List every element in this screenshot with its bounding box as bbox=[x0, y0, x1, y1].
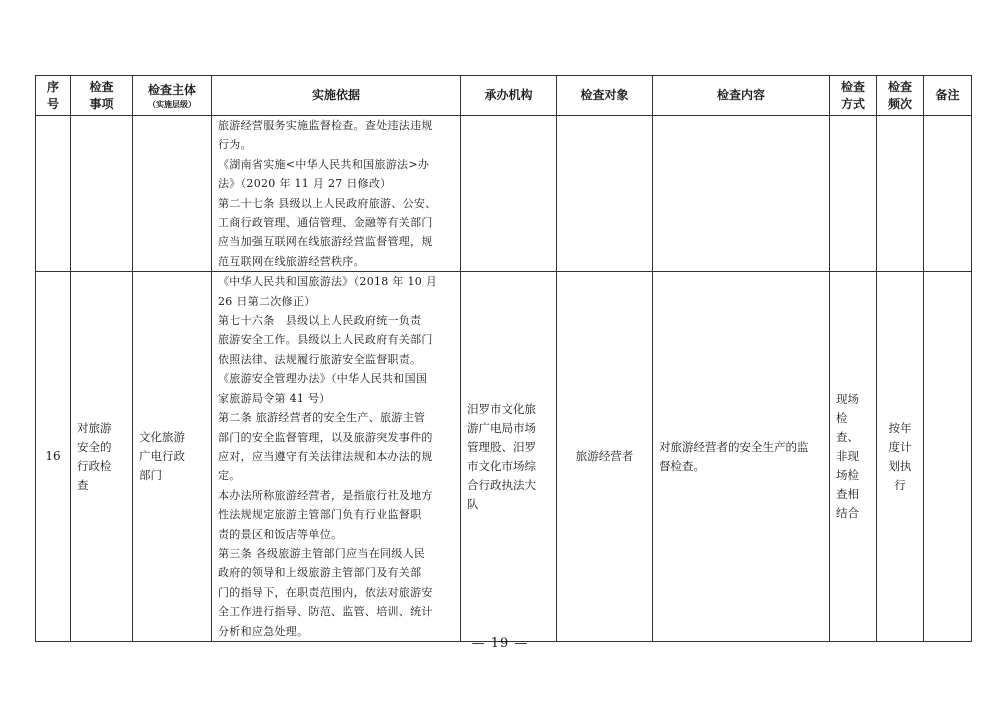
row1-seq-cell bbox=[36, 116, 71, 272]
row1-target-cell bbox=[557, 116, 653, 272]
row2-remark-cell bbox=[924, 272, 972, 642]
page-number: — 19 — bbox=[471, 636, 529, 651]
row2-freq-cell bbox=[877, 272, 924, 642]
header-item bbox=[71, 76, 133, 116]
row1-remark-cell bbox=[924, 116, 972, 272]
inspection-table bbox=[35, 75, 972, 642]
header-method bbox=[830, 76, 877, 116]
row2-item-cell bbox=[71, 272, 133, 642]
row2-basis-line: 《旅游安全管理办法》（中华人民共和国国 bbox=[218, 372, 428, 386]
header-org-text: 承办机构 bbox=[484, 88, 533, 102]
row1-item-cell bbox=[71, 116, 133, 272]
row1-basis-line: 第二十七条 县级以上人民政府旅游、公安、 bbox=[218, 196, 437, 210]
header-content-text: 检查内容 bbox=[716, 88, 765, 102]
row2-basis-line: 分析和应急处理。 bbox=[218, 624, 309, 638]
header-basis bbox=[212, 76, 461, 116]
table-row bbox=[36, 272, 972, 642]
header-row bbox=[36, 76, 972, 116]
header-org bbox=[461, 76, 557, 116]
header-target bbox=[557, 76, 653, 116]
row2-basis-line: 政府的领导和上级旅游主管部门及有关部 bbox=[218, 566, 422, 580]
row1-basis-line: 应当加强互联网在线旅游经营监督管理，规 bbox=[218, 235, 433, 249]
header-remark-text: 备注 bbox=[935, 88, 960, 102]
row2-basis-line: 全工作进行指导、防范、监管、培训、统计 bbox=[218, 605, 433, 619]
row2-target: 旅游经营者 bbox=[575, 449, 634, 464]
header-basis-text: 实施依据 bbox=[311, 88, 360, 102]
header-seq bbox=[36, 76, 71, 116]
header-subject bbox=[133, 76, 212, 116]
row2-basis-cell bbox=[212, 272, 461, 642]
row1-basis-line: 法》（2020 年 11 月 27 日修改） bbox=[218, 177, 392, 191]
header-subject-text: 检查主体 bbox=[147, 82, 196, 97]
row2-basis-line: 第三条 各级旅游主管部门应当在同级人民 bbox=[218, 546, 426, 560]
row1-subject-cell bbox=[133, 116, 212, 272]
row2-basis-line: 旅游安全工作。县级以上人民政府有关部门 bbox=[218, 333, 433, 347]
row1-method-cell bbox=[830, 116, 877, 272]
row2-basis-line: 26 日第二次修正） bbox=[218, 294, 316, 308]
row2-subject: 文化旅游 广电行政 部门 bbox=[139, 430, 185, 483]
header-seq-text: 序 号 bbox=[46, 79, 59, 111]
row1-freq-cell bbox=[877, 116, 924, 272]
row2-item: 对旅游 安全的 行政检 查 bbox=[77, 420, 112, 492]
row1-basis-line: 工商行政管理、通信管理、金融等有关部门 bbox=[218, 216, 433, 230]
row2-basis-line: 第二条 旅游经营者的安全生产、旅游主管 bbox=[218, 411, 426, 425]
header-item-text: 检查 事项 bbox=[89, 79, 114, 111]
row2-freq: 按年 度计 划执 行 bbox=[888, 420, 912, 492]
row1-basis-line: 行为。 bbox=[218, 138, 252, 152]
table-row bbox=[36, 116, 972, 272]
row2-basis-line: 应对，应当遵守有关法律法规和本办法的规 bbox=[218, 449, 433, 463]
row2-target-cell bbox=[557, 272, 653, 642]
row2-method-cell bbox=[830, 272, 877, 642]
row2-basis-line: 第七十六条 县级以上人民政府统一负责 bbox=[218, 314, 422, 328]
row2-subject-cell bbox=[133, 272, 212, 642]
row2-basis-line: 性法规规定旅游主管部门负有行业监督职 bbox=[218, 508, 422, 522]
row1-basis-cell bbox=[212, 116, 461, 272]
row2-basis-line: 依照法律、法规履行旅游安全监督职责。 bbox=[218, 352, 422, 366]
header-freq bbox=[877, 76, 924, 116]
row2-basis-line: 定。 bbox=[218, 469, 241, 483]
row1-basis-line: 《湖南省实施<中华人民共和国旅游法>办 bbox=[218, 157, 430, 171]
row1-basis-line: 范互联网在线旅游经营秩序。 bbox=[218, 254, 365, 268]
row2-basis-line: 家旅游局令第 41 号） bbox=[218, 391, 331, 405]
row2-seq-cell bbox=[36, 272, 71, 642]
header-target-text: 检查对象 bbox=[580, 88, 629, 102]
header-remark bbox=[924, 76, 972, 116]
header-method-text: 检查 方式 bbox=[840, 79, 865, 111]
header-freq-text: 检查 频次 bbox=[887, 79, 912, 111]
row1-org-cell bbox=[461, 116, 557, 272]
row2-method: 现场 检查、 非现 场检 查相 结合 bbox=[836, 392, 859, 521]
row2-org: 汨罗市文化旅 游广电局市场 管理股、汨罗 市文化市场综 合行政执法大 队 bbox=[467, 401, 536, 511]
header-content bbox=[653, 76, 830, 116]
row2-basis-line: 责的景区和饭店等单位。 bbox=[218, 527, 343, 541]
row2-content: 对旅游经营者的安全生产的监 督检查。 bbox=[659, 439, 809, 473]
row1-basis-line: 旅游经营服务实施监督检查。查处违法违规 bbox=[218, 119, 433, 132]
row2-seq: 16 bbox=[45, 449, 61, 464]
row2-content-cell bbox=[653, 272, 830, 642]
row1-content-cell bbox=[653, 116, 830, 272]
row2-org-cell bbox=[461, 272, 557, 642]
row2-basis-line: 本办法所称旅游经营者，是指旅行社及地方 bbox=[218, 488, 433, 502]
header-subject-sub: （实施层级） bbox=[148, 98, 196, 109]
row2-basis-line: 部门的安全监督管理，以及旅游突发事件的 bbox=[218, 430, 433, 444]
row2-basis-line: 《中华人民共和国旅游法》（2018 年 10 月 bbox=[218, 275, 438, 289]
row2-basis-line: 门的指导下，在职责范围内，依法对旅游安 bbox=[218, 585, 433, 599]
